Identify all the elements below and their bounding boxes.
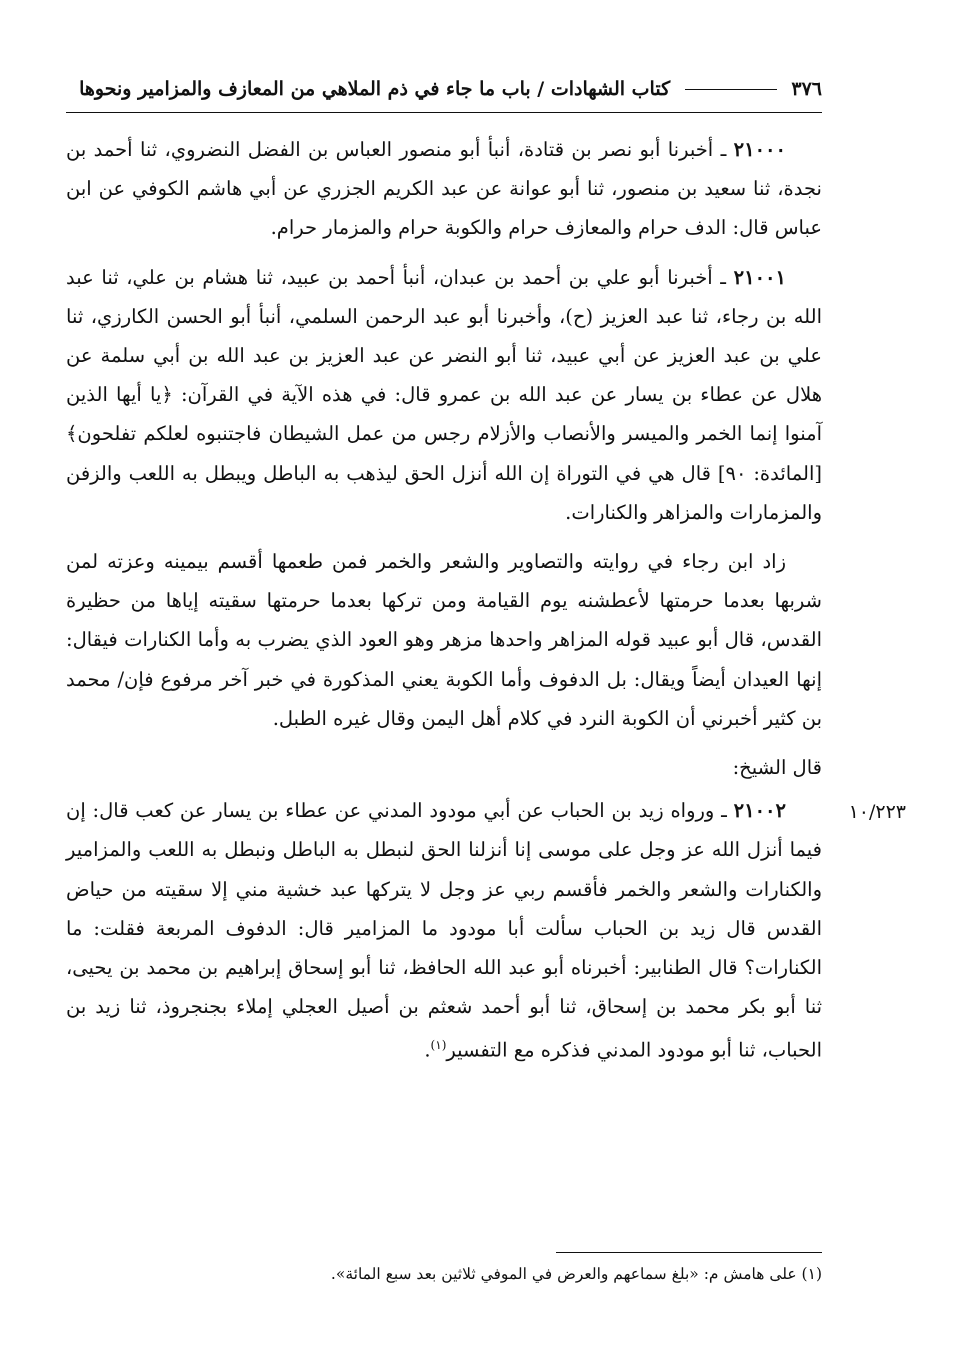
main-text xyxy=(66,130,822,1080)
hadith-number: ٢١٠٠١ xyxy=(733,265,786,289)
footnote-rule xyxy=(556,1252,822,1253)
paragraph-text: ـ أخبرنا أبو علي بن أحمد بن عبدان، أنبأ أحمد بن عبيد، ثنا هشام بن علي، ثنا عبد الله بن رجاء، ثنا عبد العزيز (ح)، وأخبرنا أبو عبد الرحمن السلمي، أنبأ أبو الحسن الكارزي، ثنا علي بن عبد العزيز عن أبي عبيد، ثنا أبو النضر عن عبد العزيز بن عبد الله بن أبي سلمة عن هلال عن عطاء بن يسار عن عبد الله بن عمرو قال: في هذه الآية في القرآن: ﴿يا أيها الذين آمنوا إنما الخمر والميسر والأنصاب والأزلام رجس من عمل الشيطان فاجتنبوه لعلكم تفلحون﴾ [المائدة: ٩٠] قال هي في التوراة إن الله أنزل الحق ليذهب به الباطل ويبطل به اللعب والزفن والمزمارات والمزاهر والكنارات. xyxy=(66,265,822,524)
hadith-paragraph xyxy=(66,130,822,248)
sheikh-label: قال الشيخ: xyxy=(732,756,822,780)
hadith-paragraph xyxy=(66,791,822,1070)
page-number: ٣٧٦ xyxy=(791,78,822,100)
header-dash xyxy=(685,89,777,90)
paragraph-text: ـ أخبرنا أبو نصر بن قتادة، أنبأ أبو منصور العباس بن الفضل النضروي، ثنا أحمد بن نجدة، ثنا سعيد بن منصور، ثنا أبو عوانة عن عبد الكريم الجزري عن أبي هاشم الكوفي عن ابن عباس قال: الدف حرام والمعازف حرام والكوبة حرام والمزمار حرام. xyxy=(66,138,822,240)
footnote: (١) على هامش م: «بلغ سماعهم والعرض في الموفي ثلاثين بعد سبع المائة». xyxy=(330,1265,822,1283)
header-rule xyxy=(66,112,822,113)
header-title: كتاب الشهادات / باب ما جاء في ذم الملاهي من المعازف والمزامير ونحوها xyxy=(79,78,671,100)
hadith-number: ٢١٠٠٢ xyxy=(733,799,786,823)
paragraph-text: زاد ابن رجاء في روايته والتصاوير والشعر والخمر فمن طعمها أقسم بيمينه وعزته لمن شربها بعدما حرمتها لأعطشنه يوم القيامة ومن تركها بعدما حرمتها سقيته إياها من حظيرة القدس، قال أبو عبيد قوله المزاهر واحدها مزهر وهو العود الذي يضرب به وأما الكنارات فيقال: إنها العيدان أيضاً ويقال: بل الدفوف وأما الكوبة يعني المذكورة في خبر آخر مرفوع فإن/ محمد بن كثير أخبرني أن الكوبة النرد في كلام أهل اليمن وقال غيره الطبل. xyxy=(66,550,822,730)
footnote-ref[interactable]: (١) xyxy=(430,1038,447,1053)
paragraph-text: ـ ورواه زيد بن الحباب عن أبي مودود المدني عن عطاء بن يسار عن كعب قال: إن فيما أنزل الله عز وجل على موسى إنا أنزلنا الحق لنبطل به الباطل ونبطل به اللعب والمزامير والكنارات والشعر والخمر فأقسم ربي عز وجل لا يتركها عبد خشية مني إلا سقيته من حياض القدس قال زيد بن الحباب سألت أبا مودود ما المزامير قال: الدفوف المربعة فقلت: ما الكنارات؟ قال الطنابير: أخبرناه أبو عبد الله الحافظ، ثنا أبو إسحاق إبراهيم بن محمد بن يحيى، ثنا أبو بكر محمد بن إسحاق، ثنا أبو أحمد شعثم بن أصيل العجلي إملاء بجنجروذ، ثنا زيد بن الحباب، ثنا أبو مودود المدني فذكره مع التفسير xyxy=(66,799,822,1062)
hadith-paragraph xyxy=(66,258,822,532)
running-header xyxy=(66,78,822,112)
margin-reference: ١٠/٢٢٣ xyxy=(848,801,906,823)
paragraph-end: . xyxy=(424,1038,431,1062)
hadith-number: ٢١٠٠٠ xyxy=(733,138,786,161)
sheikh-label-paragraph xyxy=(66,748,822,787)
commentary-paragraph xyxy=(66,542,822,738)
